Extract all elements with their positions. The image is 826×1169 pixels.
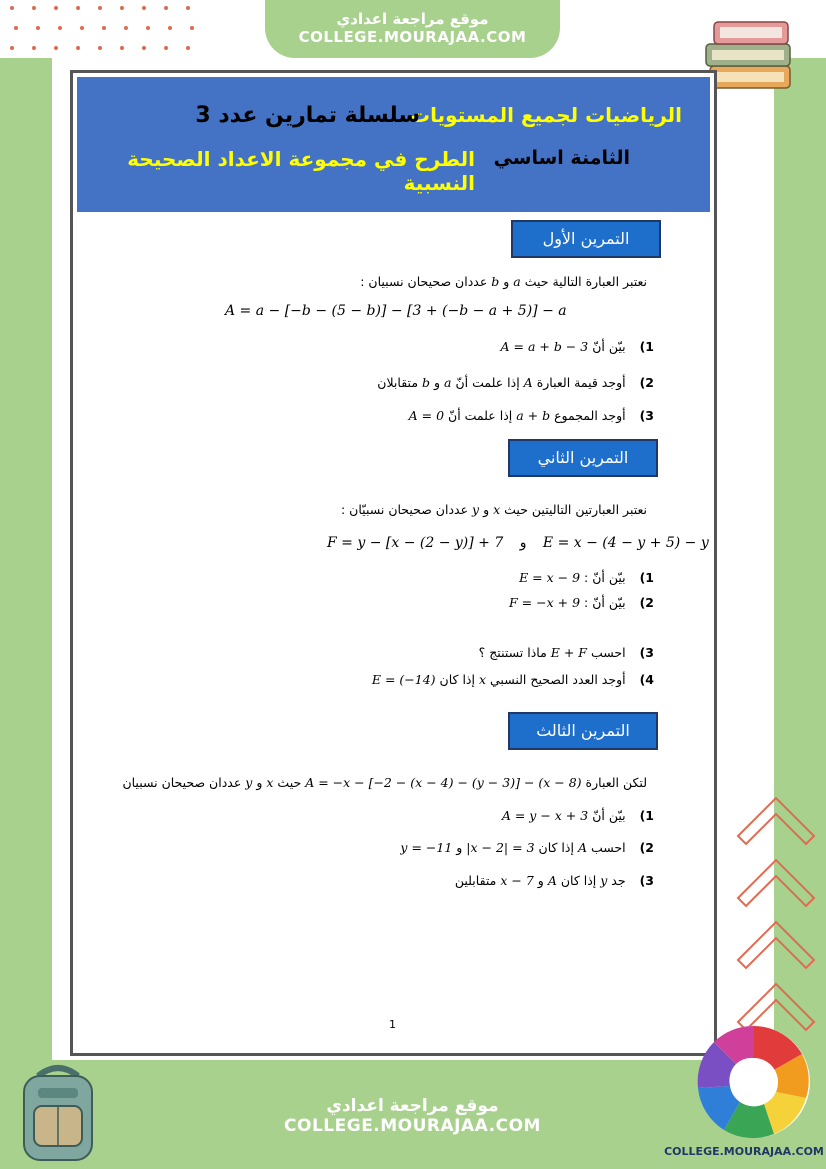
math: E + F	[550, 645, 587, 660]
and-text: و	[256, 775, 263, 790]
question-text: بيّن أنّ	[592, 339, 626, 354]
decorative-dot	[10, 46, 14, 50]
exercise1-title: التمرين الأول	[511, 220, 661, 258]
question-text: ماذا تستنتج ؟	[478, 645, 547, 660]
question-text: بيّن أنّ :	[584, 570, 626, 585]
question-number: 3)	[639, 408, 654, 423]
decorative-dot	[190, 26, 194, 30]
intro-text: لتكن العبارة	[585, 775, 647, 790]
decorative-dot	[142, 46, 146, 50]
site-url[interactable]: COLLEGE.MOURAJAA.COM	[298, 28, 527, 46]
question-text: متقابلين	[454, 873, 497, 888]
math: x	[478, 672, 487, 687]
decorative-dot	[120, 6, 124, 10]
var: x	[266, 775, 274, 790]
question-text: إذا علمت أنّ	[455, 375, 520, 390]
exercise2-q1	[519, 570, 654, 585]
decorative-dot	[124, 26, 128, 30]
and-text: و	[537, 873, 544, 888]
chevron-up-icon	[730, 792, 822, 1052]
exercise2-q2	[509, 595, 654, 610]
math: E = (−14)	[371, 672, 436, 687]
question-number: 3)	[639, 645, 654, 660]
exercise1-q3	[409, 408, 654, 423]
exercise2-formulas	[327, 535, 709, 551]
question-text: بيّن أنّ :	[584, 595, 626, 610]
site-arabic-name: موقع مراجعة اعدادي	[336, 10, 489, 28]
math: A	[523, 375, 533, 390]
question-text: إذا علمت أنّ	[448, 408, 513, 423]
and-text: و	[519, 535, 527, 551]
decorative-dot	[76, 46, 80, 50]
math: F = −x + 9	[509, 595, 581, 610]
question-text: احسب	[590, 840, 626, 855]
worksheet-page	[70, 70, 717, 1056]
decorative-dot	[14, 26, 18, 30]
formula-f: F = y − [x − (2 − y)] + 7	[327, 535, 504, 551]
exercise2-intro	[341, 502, 647, 517]
math: |x − 2| = 3	[466, 840, 535, 855]
frame-left	[0, 0, 52, 1169]
topic-title: الطرح في مجموعة الاعداد الصحيحة النسبية	[127, 147, 475, 195]
worksheet-header	[77, 77, 710, 212]
math: a	[444, 375, 452, 390]
var: y	[245, 775, 253, 790]
school-bag-icon	[8, 1058, 108, 1163]
site-banner-top[interactable]	[265, 0, 560, 58]
question-number: 2)	[639, 595, 654, 610]
exercise3-q2	[400, 840, 654, 855]
level-label: الثامنة اساسي	[493, 147, 630, 169]
question-text: إذا كان	[538, 840, 574, 855]
question-number: 2)	[639, 840, 654, 855]
decorative-dot	[186, 6, 190, 10]
var: a	[513, 274, 521, 289]
exercise1-q1	[501, 339, 655, 354]
decorative-dot	[186, 46, 190, 50]
exercise3-q3	[455, 873, 654, 888]
var: y	[472, 502, 480, 517]
intro-text: نعتبر العبارتين التاليتين حيث	[504, 502, 647, 517]
decorative-dot	[142, 6, 146, 10]
decorative-dot	[120, 46, 124, 50]
question-text: احسب	[590, 645, 626, 660]
exercise3-q1	[502, 808, 654, 823]
math: a + b	[516, 408, 551, 423]
math: E = x − 9	[519, 570, 581, 585]
exercise1-intro	[360, 274, 647, 289]
question-text: بيّن أنّ	[592, 808, 626, 823]
math: A = −x − [−2 − (x − 4) − (y − 3)] − (x − 8)	[305, 775, 582, 790]
question-text: متقابلان	[377, 375, 419, 390]
exercise1-formula: A = a − [−b − (5 − b)] − [3 + (−b − a + 5)] − a	[225, 303, 567, 319]
question-text: أوجد قيمة العبارة	[536, 375, 626, 390]
math: A = 0	[408, 408, 445, 423]
decorative-dot	[98, 46, 102, 50]
page-number: 1	[389, 1018, 396, 1031]
math: y = −11	[400, 840, 453, 855]
decorative-dot	[58, 26, 62, 30]
math: A	[577, 840, 587, 855]
exercise3-intro	[122, 775, 647, 790]
math: A = y − x + 3	[501, 808, 589, 823]
exercise2-q3	[479, 645, 654, 660]
decorative-dot	[54, 46, 58, 50]
decorative-dot	[168, 26, 172, 30]
question-text: أوجد المجموع	[554, 408, 626, 423]
question-number: 2)	[639, 375, 654, 390]
and-text: و	[434, 375, 441, 390]
question-number: 1)	[639, 808, 654, 823]
subject-label: الرياضيات لجميع المستويات	[410, 103, 682, 127]
question-text: إذا كان	[560, 873, 597, 888]
intro-text: عددان صحيحان نسبيان	[122, 775, 242, 790]
question-text: جد	[611, 873, 626, 888]
math: A	[547, 873, 557, 888]
question-text: أوجد العدد الصحيح النسبي	[490, 672, 626, 687]
and-text: و	[503, 274, 510, 289]
decorative-dot	[32, 6, 36, 10]
question-text: إذا كان	[439, 672, 475, 687]
site-arabic-name: موقع مراجعة اعدادي	[326, 1096, 499, 1116]
exercise2-q4	[372, 672, 654, 687]
question-number: 1)	[639, 570, 654, 585]
site-logo-text[interactable]: COLLEGE.MOURAJAA.COM	[664, 1145, 824, 1158]
decorative-dot	[80, 26, 84, 30]
math: x − 7	[500, 873, 534, 888]
decorative-dot	[36, 26, 40, 30]
intro-text: عددان صحيحان نسبيان :	[360, 274, 488, 289]
decorative-dot	[76, 6, 80, 10]
decorative-dot	[164, 6, 168, 10]
decorative-dot	[32, 46, 36, 50]
series-title: سلسلة تمارين عدد 3	[195, 103, 420, 128]
and-text: و	[456, 840, 463, 855]
decorative-dot	[98, 6, 102, 10]
decorative-dot	[164, 46, 168, 50]
decorative-dot	[102, 26, 106, 30]
intro-text: نعتبر العبارة التالية حيث	[524, 274, 647, 289]
decorative-dot	[54, 6, 58, 10]
question-number: 4)	[639, 672, 654, 687]
site-banner-bottom[interactable]	[265, 1078, 560, 1169]
exercise3-title: التمرين الثالث	[508, 712, 658, 750]
decorative-dot	[10, 6, 14, 10]
question-number: 1)	[639, 339, 654, 354]
math: b	[422, 375, 431, 390]
decorative-dots	[10, 6, 210, 56]
var: b	[491, 274, 500, 289]
math: A = a + b − 3	[500, 339, 589, 354]
subjects-wheel-icon	[694, 1022, 814, 1142]
exercise1-q2	[377, 375, 654, 390]
decorative-dot	[146, 26, 150, 30]
question-number: 3)	[639, 873, 654, 888]
math: y	[600, 873, 608, 888]
intro-text: عددان صحيحان نسبيّان :	[341, 502, 469, 517]
exercise2-title: التمرين الثاني	[508, 439, 658, 477]
site-url[interactable]: COLLEGE.MOURAJAA.COM	[284, 1116, 541, 1136]
formula-e: E = x − (4 − y + 5) − y	[542, 535, 709, 551]
var: x	[493, 502, 501, 517]
intro-text: حيث	[277, 775, 302, 790]
and-text: و	[483, 502, 490, 517]
